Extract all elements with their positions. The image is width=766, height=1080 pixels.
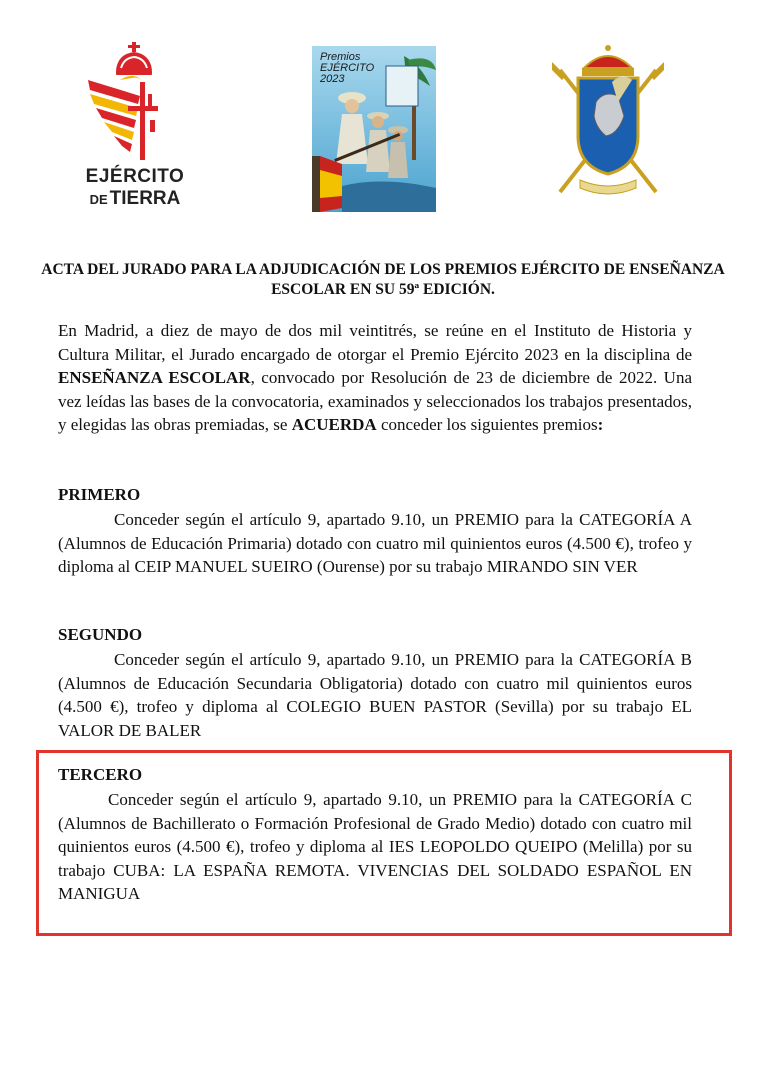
military-crest-icon [552,42,664,202]
military-crest-logo [552,42,664,202]
award-heading-tercero: TERCERO [58,765,143,784]
intro-text-3: conceder los siguientes premios [376,415,598,434]
intro-bold-discipline: ENSEÑANZA ESCOLAR [58,368,251,387]
intro-text-2: , convocado por Resolución de 23 de diciembre de 2022. Una vez leídas las bases de la convocatoria, examinados y seleccionados los trabajos presentados, y elegidas las obras premiadas, se [58,368,692,434]
tierra-word: TIERRA [109,188,181,209]
intro-paragraph [58,319,692,437]
poster-title [320,52,374,85]
award-heading-primero: PRIMERO [58,485,141,504]
award-heading-segundo: SEGUNDO [58,625,143,644]
ejercito-de-tierra-logo [80,40,190,220]
award-text-segundo [58,648,692,742]
tierra-logo-text [80,188,190,210]
award-text-tercero [58,788,692,906]
award-text-primero [58,508,692,579]
header-logos [0,0,766,230]
award-text-tercero-body: Conceder según el artículo 9, apartado 9.10, un PREMIO para la CATEGORÍA C (Alumnos de Bachillerato o Formación Profesional de Grado Medio) dotado con cuatro mil quinientos euros (4.500 €), trofeo y diploma al IES LEOPOLDO QUEIPO (Melilla) por su trabajo CUBA: LA ESPAÑA REMOTA. VIVENCIAS DEL SOLDADO ESPAÑOL EN MANIGUA [58,790,692,903]
document-title: ACTA DEL JURADO PARA LA ADJUDICACIÓN DE LOS PREMIOS EJÉRCITO DE ENSEÑANZA ESCOLAR EN SU 59ª EDICIÓN. [41,261,725,298]
intro-text-1: En Madrid, a diez de mayo de dos mil veintitrés, se reúne en el Instituto de Historia y Cultura Militar, el Jurado encargado de otorgar el Premio Ejército 2023 en la disciplina de [58,321,692,364]
premios-ejercito-poster [312,46,436,212]
ejercito-logo-emblem-icon [80,40,190,164]
poster-title-line3: 2023 [320,73,345,85]
intro-bold-colon: : [597,415,604,434]
poster-title-line1: Premios [320,51,361,63]
ejercito-logo-text: EJÉRCITO [85,166,185,187]
award-text-primero-body: Conceder según el artículo 9, apartado 9.10, un PREMIO para la CATEGORÍA A (Alumnos de Educación Primaria) dotado con cuatro mil quinientos euros (4.500 €), trofeo y diploma al CEIP MANUEL SUEIRO (Ourense) por su trabajo MIRANDO SIN VER [58,510,692,576]
award-text-segundo-body: Conceder según el artículo 9, apartado 9.10, un PREMIO para la CATEGORÍA B (Alumnos de Educación Secundaria Obligatoria) dotado con cuatro mil quinientos euros (4.500 €), trofeo y diploma al COLEGIO BUEN PASTOR (Sevilla) por su trabajo EL VALOR DE BALER [58,650,692,740]
poster-title-line2: EJÉRCITO [320,62,375,74]
de-logo-text: DE [89,192,108,207]
intro-bold-acuerda: ACUERDA [291,415,377,434]
